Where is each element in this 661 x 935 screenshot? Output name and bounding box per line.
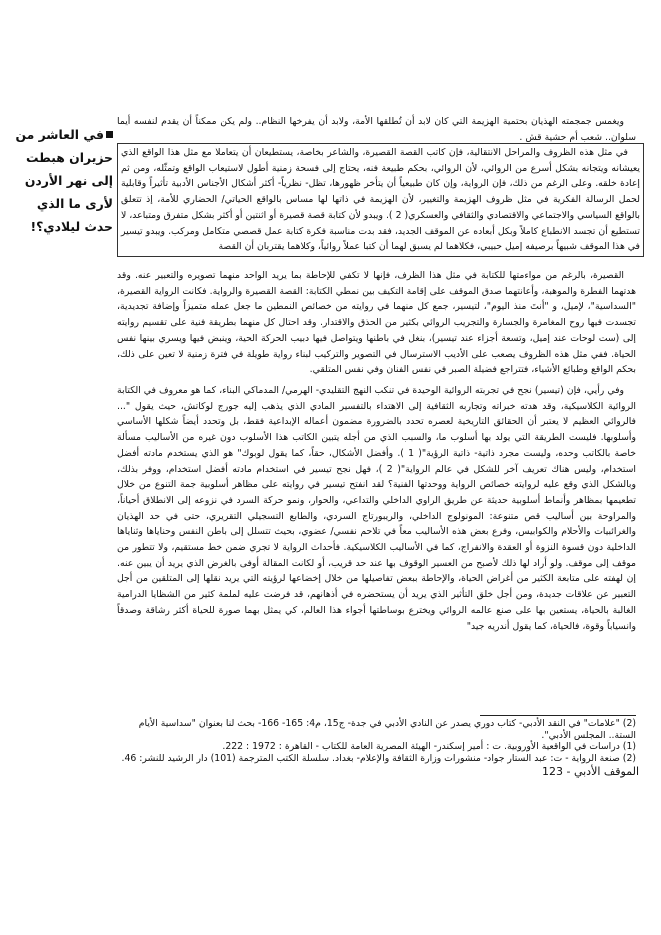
page-footer: الموقف الأدبي - 123 <box>541 765 639 778</box>
footnote-divider <box>480 715 636 716</box>
footnote-1: (2) "علامات" في النقد الأدبي- كتاب دوري يصدر عن النادي الأدبي في جدة- ج15، م4: 165- 166- بحث لنا بعنوان "سداسية الأيام الستة.. المجلس الأدبي". <box>138 718 636 741</box>
paragraph-2-text: القصيرة، بالرغم من مواءمتها للكتابة في مثل هذا الظرف، فإنها لا تكفي للإحاطة بما يريد الواحد منهما تصويره والتعبير عنه. وقد هدتهما الفطرة والموهبة، وأعانتهما صدق الموقف على إقامة التكيف بين نمطي الكتابة: القصة القصيرة والرواية. فكانت الرواية القصيرة، "السداسية"، لإميل، و "أنتَ منذ اليوم"، لتيسير، جمع كل منهما في روايته من خصائص النمطين ما جعل عمله متميزاً وإضافة تجديدية، تجسدت فيها روح المغامرة والجسارة والتجريب الروائي بكثير من الحذق والاقتدار. وقد احتال كل منهما بطريقة فنية على تقسيم روايته إلى (ست لوحات عند إميل، وتسعة أجزاء عند تيسير)، بنغل في باطنها ويتواصل فيها دبيب الحركة الحية، وينبض فيها ويسري بينها نفس الحياة. ففي مثل هذه الظروف يصعب على الأديب الاسترسال في التصوير والتركيب لبناء رواية طويلة في فترة زمنية لا تعين على ذلك، بحكم الواقع وطبائع الأشياء، فتتراجع فضيلة الصبر في نفس الفنان وفي نفس المتلقي. <box>117 270 636 376</box>
paragraph-3-text: وفي رأيي، فإن (تيسير) نجح في تجربته الروائية الوحيدة في تنكب النهج التقليدي- الهرمي/ المدماكي البناء، كما هو معروف في الكتابة الروائية الكلاسيكية، وقد هدته خبراته وتجاربه الثقافية إلى الاهتداء بالتفسير المادي الذي يذهب إليه جورج لوكاتش، حيث يقول "... فالروائي العظيم لا يعتبر أن الحقائق التاريخية لعصره تحدد بالضرورة مضمون أعماله الإبداعية فقط، بل وتحدد أيضاً شكلها الأساسي وأسلوبها. فليست الطريقة التي يولد بها أسلوب ما، والسبب الذي من أجله يتبين الكاتب هذا الأسلوب دون غيره من الأساليب مسألة خاصة بالكاتب وحده، وليست مجرد ذاتية- ذاتية الرؤية"( 1 ). وأفضل الأشكال، حقاً، كما يقول لوبوك" هو الذي يستخدم مادته أفضل استخدام، وليس هناك تعريف آخر للشكل في عالم الرواية"( 2 )، فهل نجح تيسير في استخدام مادته أفضل استخدام، ووفر بذلك، وبالشكل الذي وقع عليه لروايته خصائص الرواية ووحدتها الفنية؟ لقد انفتح تيسير في روايته على مظاهر أسلوبية جمة التنوع من خلال تطعيمها بمظاهر وأنماط أسلوبية حديثة عن طريق الراوي الداخلي والتداعي، والحوار، ونمو حركة السرد في نزوعه إلى الانطلاق أحياناً، والمراوحة بين أساليب قص متنوعة: المونولوج الداخلي، والريبورتاج السردي، والطابع التسجيلي التقريري، حتى في حد الهذيان والغرائبيات والأحلام والكوابيس، وفرع بعض هذه الأساليب معاً في تلاحم نفسي/ عضوي، بحيث تتسلل إلى باطن النفس وحناياها وثناياها الداخلية دون قسوة النزوة أو العقدة والانفراج، كما في الأساليب الكلاسيكية. فأحداث الرواية لا تجري ضمن خط مستقيم، ولا تتطور من موقف إلى موقف. ولو أراد لها ذلك لأصبح من العسير الوقوف بها عند حد قريب، أو لكانت المقالة أوفى بالغرض الذي يريد أن يبين عنه. إن لهفته على متابعة الكثير من أغراض الحياة، والإحاطة ببعض تفاصيلها من خلال إخضاعها لرؤيته التي يريد نقلها إلى المتلقين من أجل التعبير عن علاقات جديدة، ومن أجل خلق التأثير الذي يريد أن يستحضره في أذهانهم، قد فرضت عليه لملمة كثير من الشظايا الدرامية الغالبة بالحياة، يستعين بها على صنع عالمه الروائي ويخترع بوساطتها أجواء هذا العالم، كي يمثل بهما صورة للحياة أكثر رشاقة وصدقاً وانسياباً وقوة، فالحياة، كما يقول أندريه جيد" <box>117 385 637 632</box>
footnote-2: (1) دراسات في الواقعية الأوروبية. ت : أمير إسكندر- الهيئة المصرية العامة للكتاب - القاهرة : 1972 : 222. <box>222 741 636 752</box>
boxed-paragraph <box>117 143 644 257</box>
footnotes <box>117 718 636 764</box>
intro-text: ويغمس جمجمته الهذيان بحتمية الهزيمة التي كان لابد أن تُطلقها الأمة، ولابد أن يفرخها النظام.. ولم يكن ممكناً أن يقدم لنفسه أيما سلوان.. شعب أم حشية قش . <box>117 116 636 143</box>
square-bullet-icon <box>106 131 113 138</box>
paragraph-1-text: في مثل هذه الظروف والمراحل الانتقالية، فإن كاتب القصة القصيرة، والشاعر بخاصة، يستطيعان أن يتعاملا مع مثل هذا الواقع الذي يعيشانه ويتجانه بشكل أسرع من الروائي، لأن الروائي، بحكم طبيعة فنه، يحتاج إلى فسحة زمنية أطول لاستيعاب الواقع وتمثّله، ومن ثم إعادة خلقه. وعلى الرغم من ذلك، فإن الرواية، وإن كان طبيعياً أن يتأخر ظهورها، تظل- نظرياً- أكثر أشكال الأجناس الأدبية تأثيراً وقابلية لحمل الرسالة الفكرية في مثل ظروف الهزيمة والتغيير، لأن الهزيمة في ذاتها لها مساس بالواقع الحياتي/ الحضاري للأمة، إذ تتعلق بالواقع السياسي والاجتماعي والاقتصادي والثقافي والعسكري( 2 ). ويبدو لأن كتابة قصة قصيرة أو اثنتين أو أكثر بشكل متفرق ومتباعد، لا تستطيع أن تجسد الانطباع كاملاً وبكل أبعاده عن الموقف الجديد، فقد بدت مناسبة فكرة كتابة عمل قصصي متكامل ومركب. ويبدو تيسير في هذا الموقف شبيهاً برصيفه إميل حبيبي، فكلاهما لم يسبق لهما أن كتبا عملاً روائياً، وكلاهما يقتربان أن القصة <box>121 147 641 253</box>
paragraph-3 <box>117 383 636 634</box>
sidebar-heading-text: في العاشر من حزيران هبطت إلى نهر الأردن لأرى ما الذي حدث ليلادي؟! <box>15 127 113 234</box>
paragraph-2 <box>117 268 636 378</box>
footnote-3: (2) صنعة الرواية - ت: عبد الستار جواد- منشورات وزارة الثقافة والإعلام- بغداد. سلسلة الكتب المترجمة (101) دار الرشيد للنشر: 46. <box>121 752 636 764</box>
intro-paragraph <box>117 114 636 145</box>
sidebar-heading <box>8 123 113 238</box>
